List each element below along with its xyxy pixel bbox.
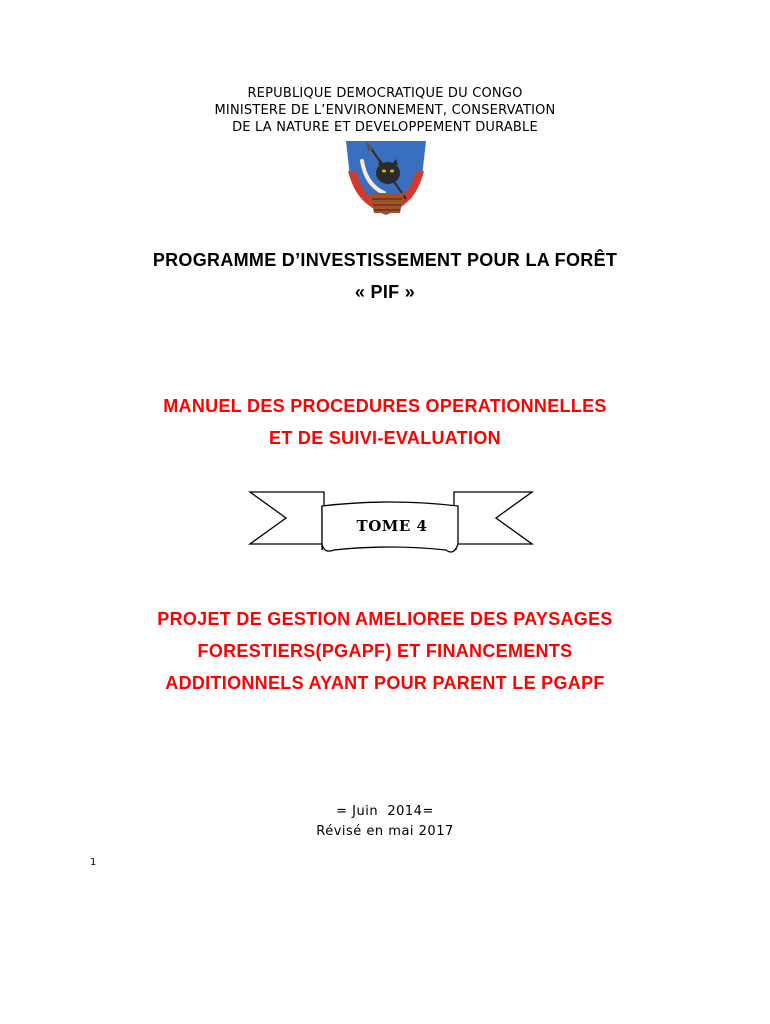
manual-title-line1: MANUEL DES PROCEDURES OPERATIONNELLES bbox=[163, 396, 607, 416]
ministry-header bbox=[0, 85, 770, 136]
header-ministry: MINISTERE DE L’ENVIRONNEMENT, CONSERVATION bbox=[214, 103, 556, 118]
coat-of-arms-icon bbox=[340, 137, 432, 223]
page-number: 1 bbox=[90, 857, 97, 868]
project-title-line1: PROJET DE GESTION AMELIOREE DES PAYSAGES bbox=[157, 609, 613, 629]
program-title-line1: PROGRAMME D’INVESTISSEMENT POUR LA FORÊT bbox=[152, 250, 618, 270]
header-country: REPUBLIQUE DEMOCRATIQUE DU CONGO bbox=[247, 86, 523, 101]
manual-title bbox=[0, 390, 770, 454]
project-title bbox=[0, 603, 770, 699]
program-title bbox=[0, 244, 770, 308]
project-title-line2: FORESTIERS(PGAPF) ET FINANCEMENTS bbox=[197, 641, 573, 661]
tome-label: TOME 4 bbox=[356, 517, 428, 535]
original-date: = Juin 2014= bbox=[336, 804, 434, 819]
document-dates bbox=[0, 802, 770, 842]
project-title-line3: ADDITIONNELS AYANT POUR PARENT LE PGAPF bbox=[165, 673, 605, 693]
revision-date: Révisé en mai 2017 bbox=[316, 824, 454, 839]
program-acronym: « PIF » bbox=[354, 282, 416, 302]
header-ministry-cont: DE LA NATURE ET DEVELOPPEMENT DURABLE bbox=[232, 120, 538, 135]
manual-title-line2: ET DE SUIVI-EVALUATION bbox=[269, 428, 501, 448]
